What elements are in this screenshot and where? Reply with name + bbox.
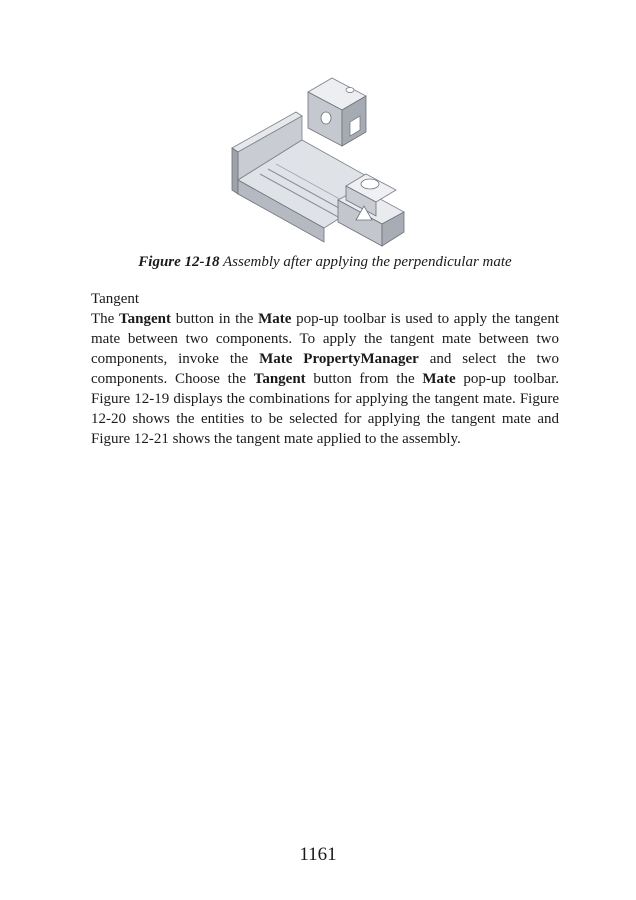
para-text-2: button in the [171,311,259,327]
upper-mount-part [308,78,366,146]
para-text-3: pop-up toolbar is used to apply the tangent mate between two components. To apply the tangent mate between two components, invoke the [91,311,560,367]
para-text-5: button from the [305,371,423,387]
page-number: 1161 [299,844,337,865]
para-bold-mate-1: Mate [258,311,292,327]
figure-caption [90,252,560,272]
para-text-1: The [91,311,120,327]
section-heading: Tangent [91,291,140,307]
para-bold-mate-2: Mate [422,371,456,387]
body-paragraph [91,309,559,449]
assembly-illustration [220,70,420,250]
para-text-4: and select the two components. Choose the [91,351,560,387]
para-bold-mate-propertymanager: Mate PropertyManager [259,351,419,367]
para-bold-tangent-2: Tangent [253,371,306,387]
assembly-figure [220,70,420,250]
figure-caption-text: Assembly after applying the perpendicular mate [223,254,512,270]
figure-label: Figure 12-18 [138,254,220,270]
para-text-6: pop-up toolbar. Figure 12-19 displays the combinations for applying the tangent mate. Figure 12-20 shows the entities to be selected for applying the tangent mate and Figure 12-21 shows the tangent mate applied to the assembly. [91,371,559,447]
para-bold-tangent-1: Tangent [119,311,171,327]
